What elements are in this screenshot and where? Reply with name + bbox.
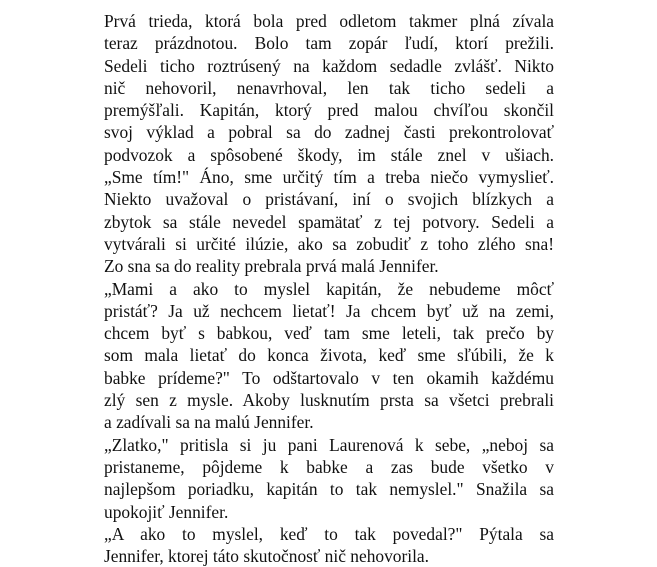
text-line: zbytok sa stále nevedel spamätať z tej potvory. Sedeli a — [104, 211, 554, 232]
text-line: svoj výklad a pobral sa do zadnej časti prekontrolovať — [104, 122, 554, 143]
text-line: chcem byť s babkou, veď tam sme leteli, tak prečo by — [104, 323, 554, 344]
text-line: Sedeli ticho roztrúsený na každom sedadle zvlášť. Nikto — [104, 55, 554, 76]
story-text — [104, 10, 554, 567]
text-line: pristaneme, pôjdeme k babke a zas bude všetko v — [104, 456, 554, 477]
text-line: Zo sna sa do reality prebrala prvá malá Jennifer. — [104, 256, 439, 277]
text-line: Jennifer, ktorej táto skutočnosť nič nehovorila. — [104, 546, 429, 567]
text-line: podvozok a spôsobené škody, im stále znel v ušiach. — [104, 144, 554, 165]
text-line: najlepšom poriadku, kapitán to tak nemyslel." Snažila sa — [104, 479, 554, 500]
text-line: „A ako to myslel, keď to tak povedal?" Pýtala sa — [104, 523, 554, 544]
text-line: upokojiť Jennifer. — [104, 501, 229, 522]
text-line: pristáť? Ja už nechcem lietať! Ja chcem byť už na zemi, — [104, 300, 554, 321]
text-line: vytvárali si určité ilúzie, ako sa zobudiť z toho zlého sna! — [104, 233, 554, 254]
text-line: Prvá trieda, ktorá bola pred odletom takmer plná zívala — [104, 11, 554, 31]
text-line: som mala lietať do konca života, keď sme sľúbili, že k — [104, 345, 554, 366]
text-line: premýšľali. Kapitán, ktorý pred malou chvíľou skončil — [104, 100, 554, 121]
text-line: a zadívali sa na malú Jennifer. — [104, 412, 314, 433]
text-line: babke prídeme?" To odštartovalo v ten okamih každému — [104, 367, 554, 388]
text-line: „Sme tím!" Áno, sme určitý tím a treba niečo vymyslieť. — [104, 167, 554, 188]
text-line: Niekto uvažoval o pristávaní, iní o svojich blízkych a — [104, 189, 554, 210]
text-line: teraz prázdnotou. Bolo tam zopár ľudí, ktorí prežili. — [104, 33, 554, 54]
text-line: nič nehovoril, nenavrhoval, len tak ticho sedeli a — [104, 77, 554, 98]
text-line: zlý sen z mysle. Akoby lusknutím prsta sa všetci prebrali — [104, 390, 554, 411]
text-line: „Mami a ako to myslel kapitán, že nebudeme môcť — [104, 278, 554, 299]
text-line: „Zlatko," pritisla si ju pani Laurenová k sebe, „neboj sa — [104, 434, 554, 455]
